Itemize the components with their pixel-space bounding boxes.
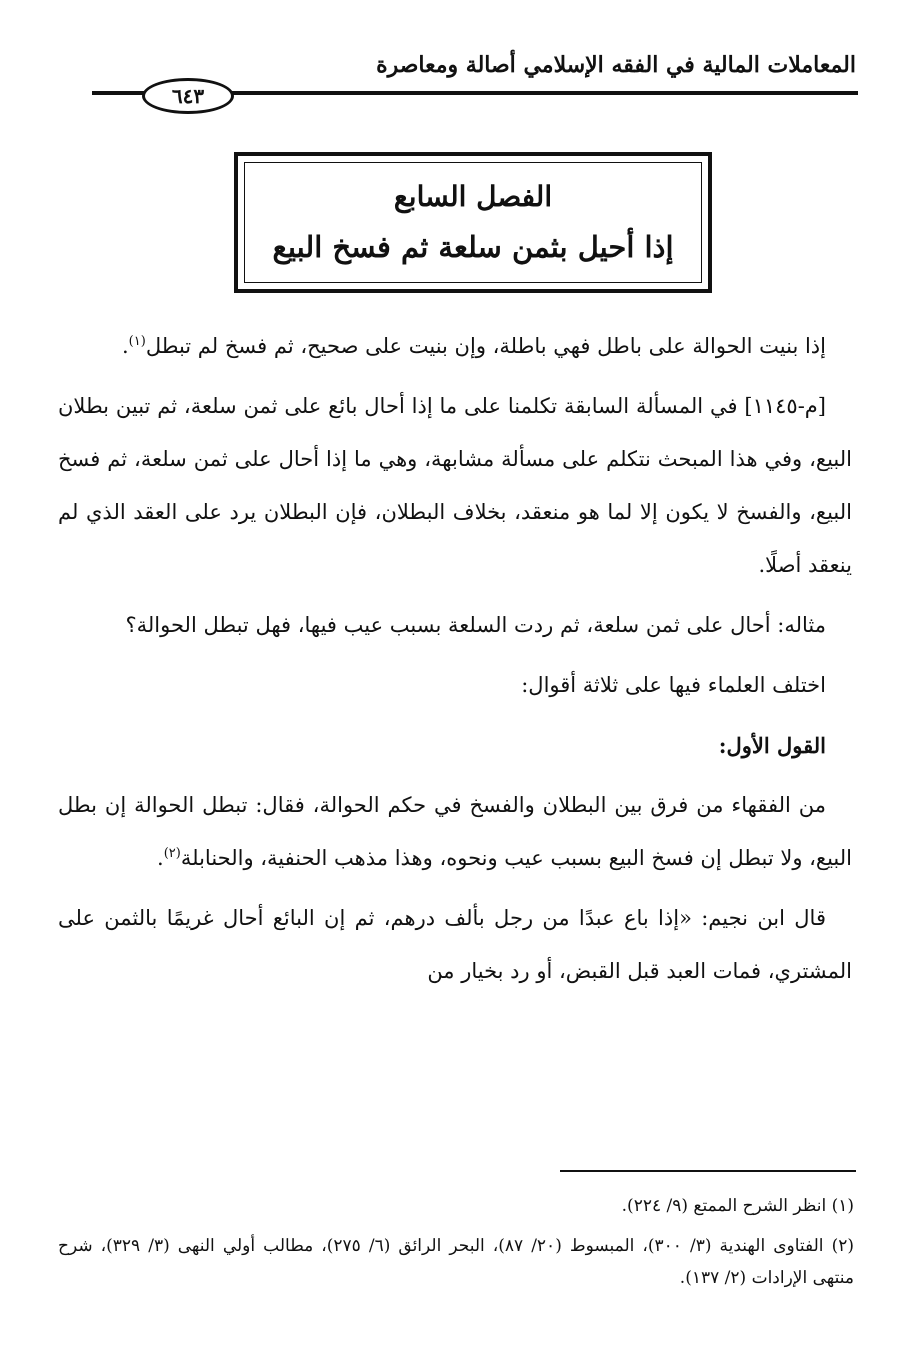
- running-title: المعاملات المالية في الفقه الإسلامي أصالة ومعاصرة: [376, 52, 856, 78]
- paragraph-2: [م-١١٤٥] في المسألة السابقة تكلمنا على ما إذا أحال بائع على ثمن سلعة، ثم تبين بطلان البيع، وفي هذا المبحث نتكلم على مسألة مشابهة، وهي ما إذا أحال على ثمن سلعة، ثم فسخ البيع، والفسخ لا يكون إلا لما هو منعقد، بخلاف البطلان، فإن البطلان يرد على العقد الذي لم ينعقد أصلًا.: [58, 394, 852, 577]
- paragraph-1-end: .: [121, 334, 129, 358]
- footnote-ref-2: (٢): [163, 846, 181, 861]
- paragraph-6: قال ابن نجيم: «إذا باع عبدًا من رجل بألف درهم، ثم إن البائع أحال غريمًا بالثمن على المشتري، فمات العبد قبل القبض، أو رد بخيار من: [58, 906, 852, 983]
- paragraph-1: [58, 320, 852, 373]
- paragraph-4: اختلف العلماء فيها على ثلاثة أقوال:: [521, 673, 826, 697]
- chapter-title-frame: [244, 162, 702, 283]
- paragraph-5: [58, 779, 852, 885]
- chapter-title-box: [234, 152, 712, 293]
- footnotes: [58, 1190, 854, 1302]
- paragraph-1-text: إذا بنيت الحوالة على باطل فهي باطلة، وإن بنيت على صحيح، ثم فسخ لم تبطل: [145, 334, 826, 358]
- body-text: [58, 320, 852, 1005]
- footnote-2: (٢) الفتاوى الهندية (٣/ ٣٠٠)، المبسوط (٢٠/ ٨٧)، البحر الرائق (٦/ ٢٧٥)، مطالب أولي النهى (٣/ ٣٢٩)، شرح منتهى الإرادات (٢/ ١٣٧).: [58, 1236, 854, 1288]
- paragraph-3: مثاله: أحال على ثمن سلعة، ثم ردت السلعة بسبب عيب فيها، فهل تبطل الحوالة؟: [125, 613, 826, 637]
- page-number: ٦٤٣: [142, 78, 234, 114]
- section-heading-first-opinion: القول الأول:: [718, 733, 826, 758]
- paragraph-5-end: .: [157, 846, 164, 870]
- footnote-separator: [560, 1170, 856, 1172]
- footnote-1: (١) انظر الشرح الممتع (٩/ ٢٢٤).: [621, 1196, 854, 1216]
- chapter-label: الفصل السابع: [393, 179, 553, 213]
- footnote-ref-1: (١): [128, 334, 146, 349]
- chapter-title: إذا أحيل بثمن سلعة ثم فسخ البيع: [272, 229, 674, 264]
- paragraph-5-text: من الفقهاء من فرق بين البطلان والفسخ في حكم الحوالة، فقال: تبطل الحوالة إن بطل البيع، ولا تبطل إن فسخ البيع بسبب عيب ونحوه، وهذا مذهب الحنفية، والحنابلة: [58, 793, 852, 870]
